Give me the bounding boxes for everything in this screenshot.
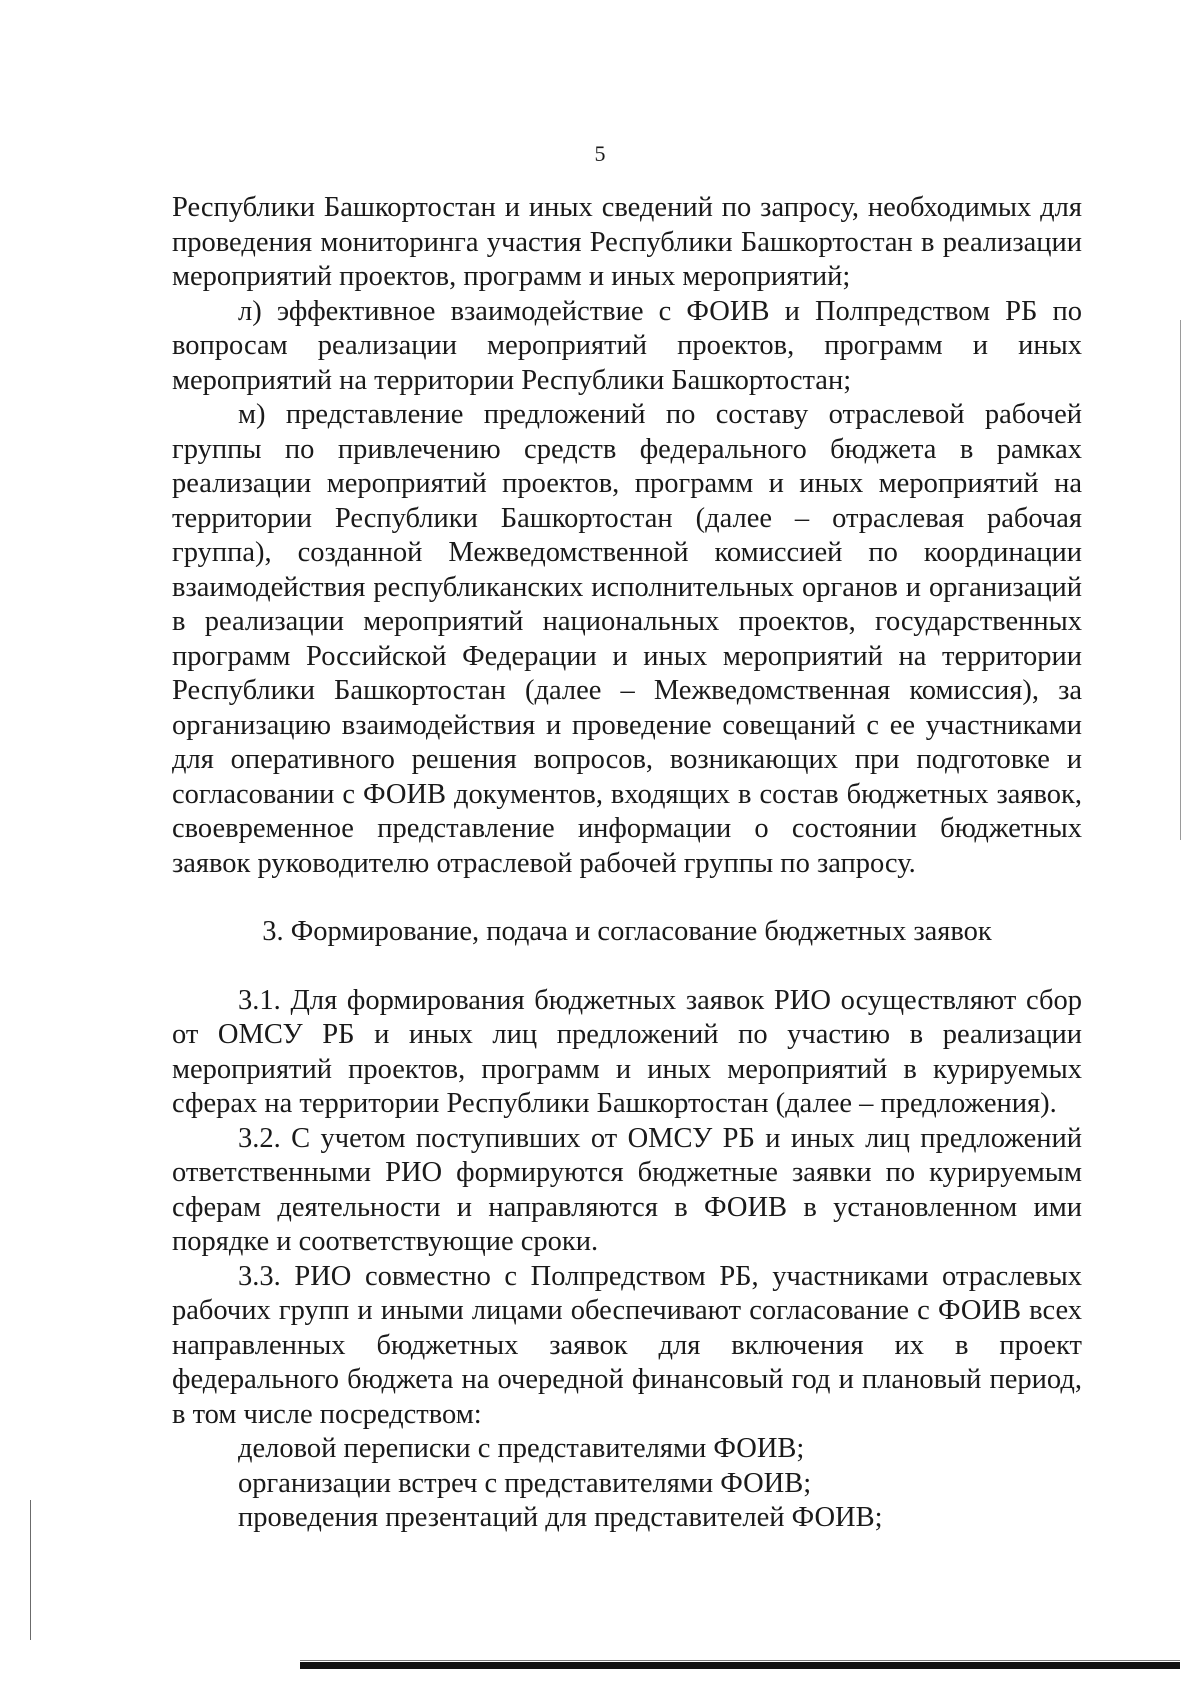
- scan-bottom-rule: [300, 1662, 1180, 1669]
- section-heading: 3. Формирование, подача и согласование бюджетных заявок: [262, 916, 992, 947]
- scan-bottom-thin-line: [300, 1660, 1180, 1661]
- paragraph-item-l: л) эффективное взаимодействие с ФОИВ и Полпредством РБ по вопросам реализации мероприятий проектов, программ и иных мероприятий на территории Республики Башкортостан;: [172, 295, 1082, 396]
- page-number: 5: [594, 141, 606, 166]
- list-item-presentations: проведения презентаций для представителей ФОИВ;: [238, 1502, 883, 1533]
- paragraph-continuation: Республики Башкортостан и иных сведений по запросу, необходимых для проведения мониторинга участия Республики Башкортостан в реализации мероприятий проектов, программ и иных мероприятий;: [172, 192, 1082, 292]
- document-body: [172, 191, 1082, 1536]
- paragraph-item-m: м) представление предложений по составу отраслевой рабочей группы по привлечению средств федерального бюджета в рамках реализации мероприятий проектов, программ и иных мероприятий на территории Республики Башкортостан (далее – отраслевая рабочая группа), созданной Межведомственной комиссией по координации взаимодействия республиканских исполнительных органов и организаций в реализации мероприятий национальных проектов, государственных программ Российской Федерации и иных мероприятий на территории Республики Башкортостан (далее – Межведомственная комиссия), за организацию взаимодействия и проведение совещаний с ее участниками для оперативного решения вопросов, возникающих при подготовке и согласовании с ФОИВ документов, входящих в состав бюджетных заявок, своевременное представление информации о состоянии бюджетных заявок руководителю отраслевой рабочей группы по запросу.: [172, 399, 1082, 879]
- scan-edge-line-left: [30, 1500, 31, 1640]
- paragraph-3-2: 3.2. С учетом поступивших от ОМСУ РБ и иных лиц предложений ответственными РИО формируются бюджетные заявки по курируемым сферам деятельности и направляются в ФОИВ в установленном ими порядке и соответствующие сроки.: [172, 1122, 1082, 1257]
- list-item-meetings: организации встреч с представителями ФОИВ;: [238, 1467, 812, 1499]
- paragraph-3-3: 3.3. РИО совместно с Полпредством РБ, участниками отраслевых рабочих групп и иными лицами обеспечивают согласование с ФОИВ всех направленных бюджетных заявок для включения их в проект федерального бюджета на очередной финансовый год и плановый период, в том числе посредством:: [172, 1260, 1082, 1430]
- scan-edge-line-right: [1180, 320, 1181, 840]
- list-item-correspondence: деловой переписки с представителями ФОИВ;: [238, 1433, 805, 1464]
- paragraph-3-1: 3.1. Для формирования бюджетных заявок РИО осуществляют сбор от ОМСУ РБ и иных лиц предложений по участию в реализации мероприятий проектов, программ и иных мероприятий в курируемых сферах на территории Республики Башкортостан (далее – предложения).: [172, 984, 1082, 1119]
